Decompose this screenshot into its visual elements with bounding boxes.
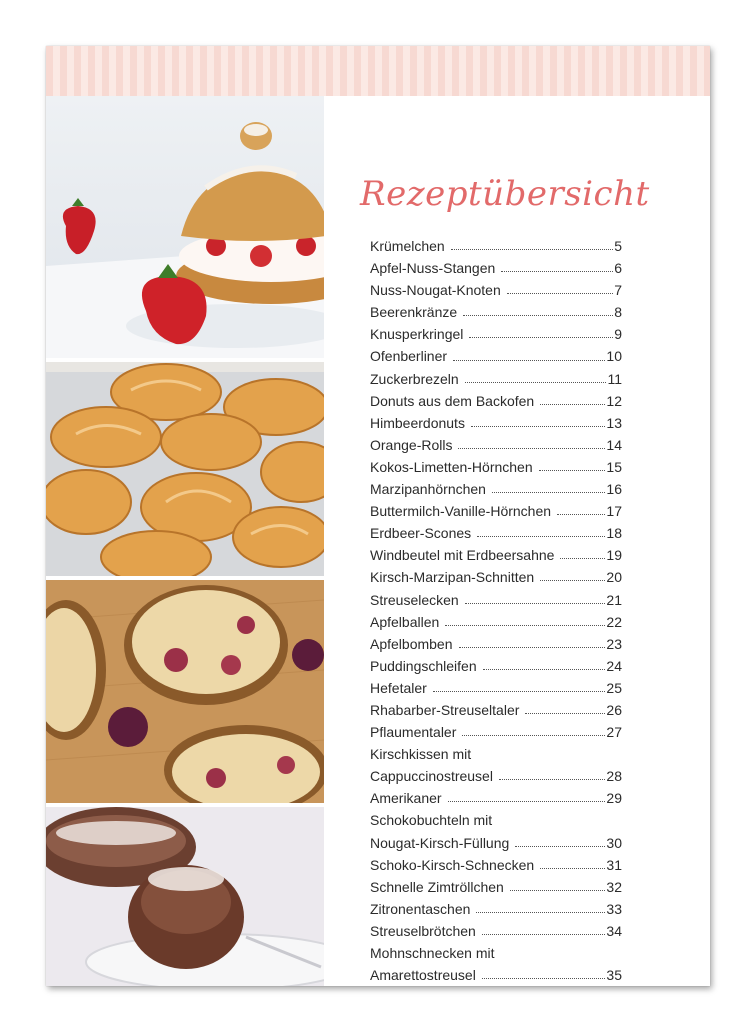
toc-page-number: 16 <box>606 481 622 498</box>
toc-entry <box>370 566 622 588</box>
toc-entry <box>370 478 622 500</box>
toc-title: Rezeptübersicht <box>360 174 650 214</box>
dot-leader <box>539 469 606 471</box>
toc-entry-title: Windbeutel mit Erdbeersahne <box>370 547 555 564</box>
toc-entry-title: Ofenberliner <box>370 348 448 365</box>
dot-leader <box>540 867 605 869</box>
toc-page-number: 10 <box>606 348 622 365</box>
dot-leader <box>448 800 606 802</box>
toc-entry-title: Himbeerdonuts <box>370 414 465 431</box>
toc-page-number: 6 <box>614 260 622 277</box>
toc-entry-title: Zuckerbrezeln <box>370 370 459 387</box>
dot-leader <box>458 447 605 449</box>
toc-entry <box>370 721 622 743</box>
dot-leader <box>462 734 605 736</box>
toc-page-number: 14 <box>606 436 622 453</box>
toc-entry <box>370 522 622 544</box>
dot-leader <box>465 602 606 604</box>
toc-page-number: 17 <box>606 503 622 520</box>
toc-page-number: 8 <box>614 304 622 321</box>
photo-column <box>46 96 324 986</box>
toc-page-number: 34 <box>606 922 622 939</box>
toc-entry <box>370 345 622 367</box>
toc-page-number: 12 <box>606 392 622 409</box>
dot-leader <box>459 646 606 648</box>
toc-page-number: 25 <box>606 679 622 696</box>
schokobuchteln-photo <box>46 807 324 986</box>
toc-page-number: 29 <box>606 790 622 807</box>
dot-leader <box>540 579 605 581</box>
dot-leader <box>540 403 605 405</box>
toc-entry-title: Kokos-Limetten-Hörnchen <box>370 458 533 475</box>
toc-entry <box>370 655 622 677</box>
dot-leader <box>433 690 606 692</box>
toc-entry-continuation <box>370 832 622 854</box>
toc-entry-title: Marzipanhörnchen <box>370 481 486 498</box>
toc-entry-title: Orange-Rolls <box>370 436 453 453</box>
toc-entry-title: Streuselecken <box>370 591 459 608</box>
toc-entry-title: Schnelle Zimtröllchen <box>370 878 504 895</box>
dot-leader <box>557 513 605 515</box>
dot-leader <box>465 381 607 383</box>
toc-entry-title: Amerikaner <box>370 790 442 807</box>
dot-leader <box>476 911 605 913</box>
dot-leader <box>463 314 613 316</box>
toc-entry-title: Knusperkringel <box>370 326 464 343</box>
toc-entry-title: Beerenkränze <box>370 304 458 321</box>
toc-page-number: 24 <box>606 657 622 674</box>
toc-page-number: 31 <box>606 856 622 873</box>
toc-entry: Kirschkissen mit <box>370 746 472 763</box>
toc-entry <box>370 544 622 566</box>
toc-entry-title: Erdbeer-Scones <box>370 525 472 542</box>
toc-entry-title: Kirsch-Marzipan-Schnitten <box>370 569 535 586</box>
toc-entry <box>370 500 622 522</box>
toc-entry-title: Apfel-Nuss-Stangen <box>370 260 496 277</box>
toc-entry <box>370 301 622 323</box>
toc-entry: Schokobuchteln mit <box>370 812 493 829</box>
book-page <box>46 46 710 986</box>
toc-entry-title: Krümelchen <box>370 238 445 254</box>
toc-entry-title: Zitronentaschen <box>370 900 471 917</box>
toc-page-number: 32 <box>606 878 622 895</box>
toc-entry <box>370 390 622 412</box>
dot-leader <box>453 359 605 361</box>
toc-page-number: 30 <box>606 834 622 851</box>
toc-entry-title: Cappuccinostreusel <box>370 768 493 785</box>
toc-list <box>370 235 622 986</box>
toc-page-number: 13 <box>606 414 622 431</box>
dot-leader <box>507 292 613 294</box>
pflaumentaler-photo <box>46 580 324 803</box>
toc-entry-continuation <box>370 964 622 986</box>
toc-page-number: 9 <box>614 326 622 343</box>
toc-entry-title: Nuss-Nougat-Knoten <box>370 282 501 299</box>
toc-entry-title: Schoko-Kirsch-Schnecken <box>370 856 535 873</box>
toc-entry <box>370 876 622 898</box>
toc-entry-title: Apfelbomben <box>370 635 453 652</box>
dot-leader <box>483 668 606 670</box>
toc-entry-title: Apfelballen <box>370 613 440 630</box>
dot-leader <box>492 491 605 493</box>
toc-entry-title: Streuselbrötchen <box>370 922 476 939</box>
toc-page-number: 18 <box>606 525 622 542</box>
toc-entry-title: Pflaumentaler <box>370 724 457 741</box>
toc-entry <box>370 787 622 809</box>
hoernchen-photo <box>46 362 324 576</box>
toc-page-number: 5 <box>614 238 622 254</box>
toc-entry <box>370 677 622 699</box>
toc-entry-title: Buttermilch-Vanille-Hörnchen <box>370 503 552 520</box>
toc-entry <box>370 611 622 633</box>
toc-entry-continuation <box>370 765 622 787</box>
toc-entry <box>370 323 622 345</box>
dot-leader <box>525 712 605 714</box>
dot-leader <box>560 557 605 559</box>
dot-leader <box>482 933 606 935</box>
toc-entry <box>370 412 622 434</box>
toc-entry <box>370 589 622 611</box>
toc-page-number: 15 <box>606 458 622 475</box>
dot-leader <box>445 624 605 626</box>
toc-entry-title: Donuts aus dem Backofen <box>370 392 535 409</box>
toc-entry-title: Rhabarber-Streuseltaler <box>370 701 520 718</box>
dot-leader <box>499 778 605 780</box>
toc-page-number: 27 <box>606 724 622 741</box>
dot-leader <box>469 336 613 338</box>
toc-page-number: 7 <box>614 282 622 299</box>
header-stripe-band <box>46 46 710 96</box>
table-of-contents <box>324 96 710 986</box>
toc-entry <box>370 257 622 279</box>
dot-leader <box>477 535 605 537</box>
toc-page-number: 28 <box>606 768 622 785</box>
toc-page-number: 20 <box>606 569 622 586</box>
dot-leader <box>501 270 613 272</box>
dot-leader <box>482 977 606 979</box>
windbeutel-photo <box>46 96 324 358</box>
toc-entry <box>370 434 622 456</box>
toc-entry <box>370 920 622 942</box>
toc-page-number: 23 <box>606 635 622 652</box>
toc-entry <box>370 368 622 390</box>
toc-entry <box>370 279 622 301</box>
toc-page-number: 11 <box>607 370 622 387</box>
dot-leader <box>451 248 614 250</box>
toc-entry <box>370 633 622 655</box>
toc-page-number: 19 <box>606 547 622 564</box>
dot-leader <box>471 425 605 427</box>
toc-page-number: 33 <box>606 900 622 917</box>
toc-page-number: 26 <box>606 701 622 718</box>
toc-entry <box>370 456 622 478</box>
toc-entry <box>370 699 622 721</box>
toc-entry <box>370 235 622 257</box>
toc-entry-title: Puddingschleifen <box>370 657 477 674</box>
toc-page-number: 35 <box>606 967 622 984</box>
toc-page-number: 22 <box>606 613 622 630</box>
toc-entry <box>370 898 622 920</box>
dot-leader <box>515 845 605 847</box>
dot-leader <box>510 889 606 891</box>
toc-entry: Mohnschnecken mit <box>370 945 495 961</box>
toc-page-number: 21 <box>606 591 622 608</box>
toc-entry-title: Nougat-Kirsch-Füllung <box>370 834 510 851</box>
toc-entry <box>370 854 622 876</box>
toc-entry-title: Hefetaler <box>370 679 427 696</box>
toc-entry-title: Amarettostreusel <box>370 967 476 984</box>
